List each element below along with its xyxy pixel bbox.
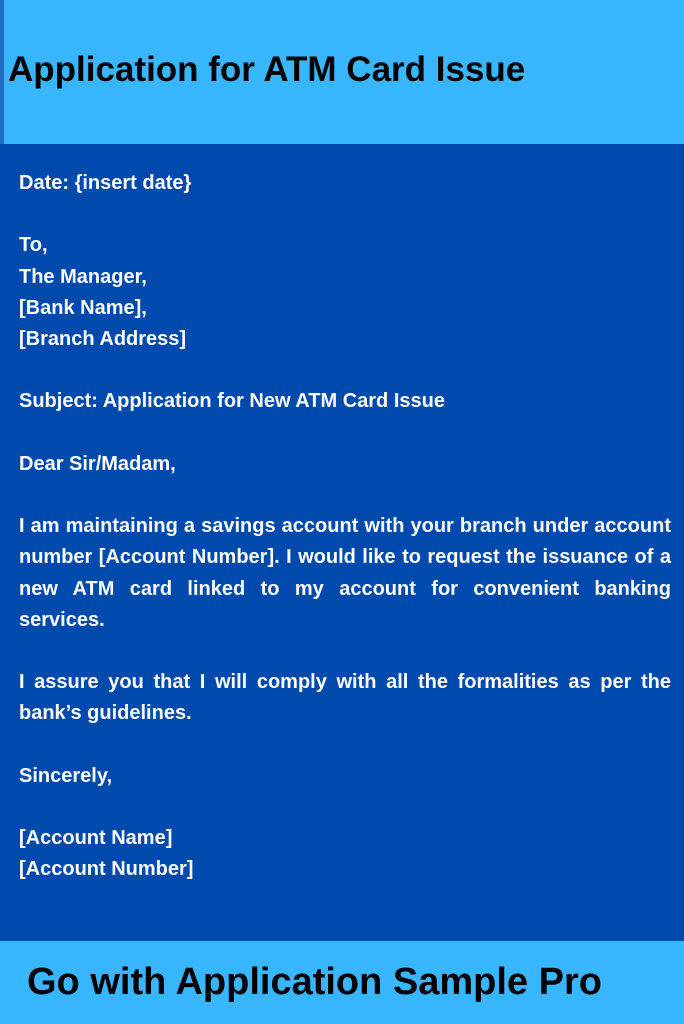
header-banner	[0, 0, 684, 144]
footer-banner	[0, 941, 684, 1024]
letter-salutation: Dear Sir/Madam,	[19, 452, 176, 475]
letter-to: To,	[19, 234, 48, 257]
letter-paragraph-assurance: I assure you that I will comply with all the formalities as per the bank’s guidelines.	[19, 671, 671, 725]
letter-subject: Subject: Application for New ATM Card Issue	[19, 390, 445, 413]
footer-tagline: Go with Application Sample Pro	[27, 961, 602, 1003]
header-accent-edge	[0, 0, 4, 144]
letter-date: Date: {insert date}	[19, 172, 192, 194]
letter-paragraph-request: I am maintaining a savings account with your branch under account number [Account Number]. I would like to request the issuance of a new ATM card linked to my account for convenient banking services.	[19, 515, 671, 631]
letter-closing: Sincerely,	[19, 764, 113, 787]
letter-bank-name: [Bank Name],	[19, 296, 147, 319]
page-title: Application for ATM Card Issue	[8, 50, 526, 89]
letter-branch-address: [Branch Address]	[19, 328, 187, 350]
letter-account-name: [Account Name]	[19, 827, 173, 850]
letter-body	[0, 144, 684, 941]
letter-recipient: The Manager,	[19, 265, 147, 288]
letter-account-number: [Account Number]	[19, 858, 194, 881]
